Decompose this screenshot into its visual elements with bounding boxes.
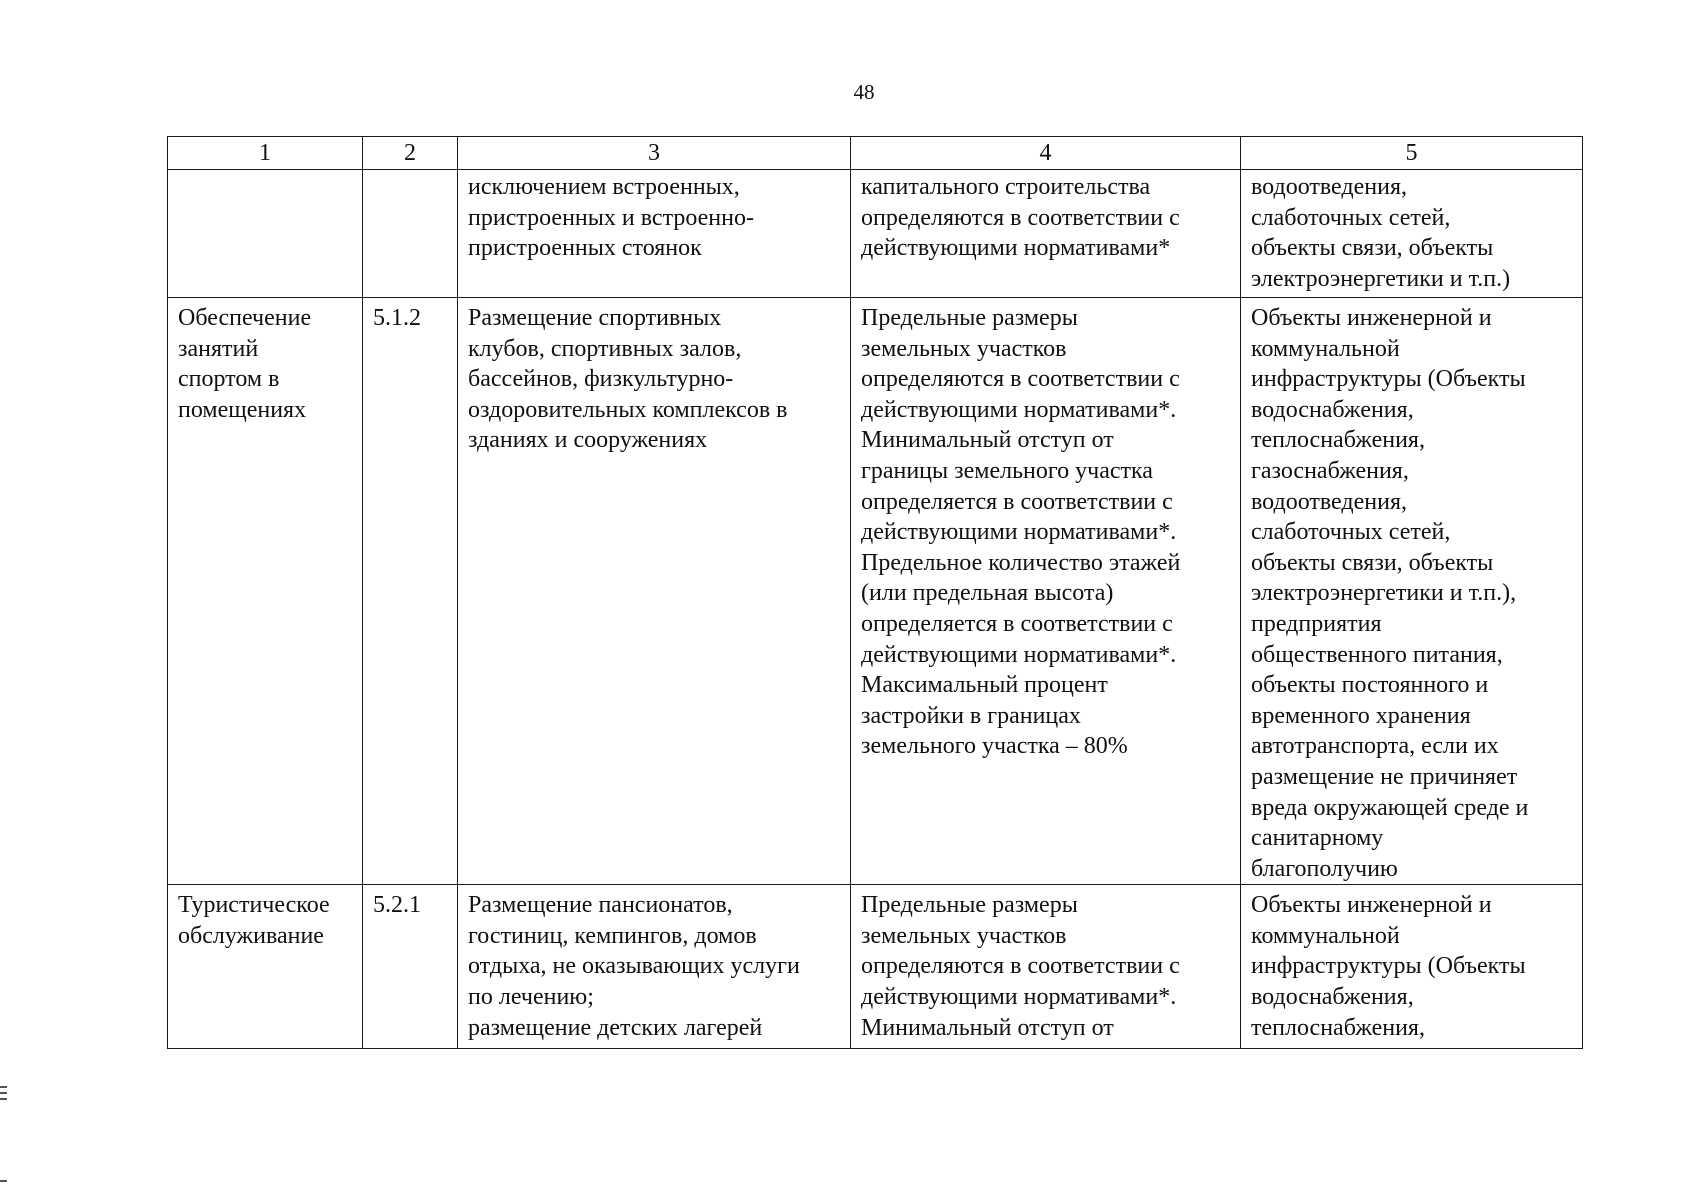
header-col-3: 3 [458, 137, 851, 170]
header-col-2: 2 [363, 137, 458, 170]
cell-use-name: Туристическое обслуживание [168, 885, 363, 1049]
cell-use-description: Размещение спортивных клубов, спортивных залов, бассейнов, физкультурно- оздоровительных комплексов в зданиях и сооружениях [458, 298, 851, 885]
cell-parameters: капитального строительства определяются в соответствии с действующими нормативами* [851, 170, 1241, 298]
margin-mark [0, 1092, 7, 1094]
margin-mark [0, 1098, 7, 1100]
table-row-continuation [168, 170, 1583, 298]
cell-use-name: Обеспечение занятий спортом в помещениях [168, 298, 363, 885]
page-number: 48 [853, 80, 875, 104]
cell-parameters: Предельные размеры земельных участков определяются в соответствии с действующими нормативами*. Минимальный отступ от [851, 885, 1241, 1049]
table-row-sport [168, 298, 1583, 885]
cell-use-code [363, 170, 458, 298]
margin-mark [0, 1180, 7, 1182]
header-col-1: 1 [168, 137, 363, 170]
table-row-tourism [168, 885, 1583, 1049]
cell-use-name [168, 170, 363, 298]
header-row [168, 137, 1583, 170]
margin-mark [0, 1086, 7, 1088]
cell-use-description: исключением встроенных, пристроенных и встроенно- пристроенных стоянок [458, 170, 851, 298]
land-use-table [167, 136, 1583, 1049]
cell-auxiliary-uses: водоотведения, слаботочных сетей, объекты связи, объекты электроэнергетики и т.п.) [1241, 170, 1583, 298]
cell-auxiliary-uses: Объекты инженерной и коммунальной инфраструктуры (Объекты водоснабжения, теплоснабжения, газоснабжения, водоотведения, слаботочных сетей, объекты связи, объекты электроэнергетики и т.п.), предприятия общественного питания, объекты постоянного и временного хранения автотранспорта, если их размещение не причиняет вреда окружающей среде и санитарному благополучию [1241, 298, 1583, 885]
header-col-5: 5 [1241, 137, 1583, 170]
cell-use-code: 5.2.1 [363, 885, 458, 1049]
cell-auxiliary-uses: Объекты инженерной и коммунальной инфраструктуры (Объекты водоснабжения, теплоснабжения, [1241, 885, 1583, 1049]
cell-use-description: Размещение пансионатов, гостиниц, кемпингов, домов отдыха, не оказывающих услуги по лечению; размещение детских лагерей [458, 885, 851, 1049]
cell-use-code: 5.1.2 [363, 298, 458, 885]
cell-parameters: Предельные размеры земельных участков определяются в соответствии с действующими нормативами*. Минимальный отступ от границы земельного участка определяется в соответствии с действующими нормативами*. Предельное количество этажей (или предельная высота) определяется в соответствии с действующими нормативами*. Максимальный процент застройки в границах земельного участка – 80% [851, 298, 1241, 885]
header-col-4: 4 [851, 137, 1241, 170]
